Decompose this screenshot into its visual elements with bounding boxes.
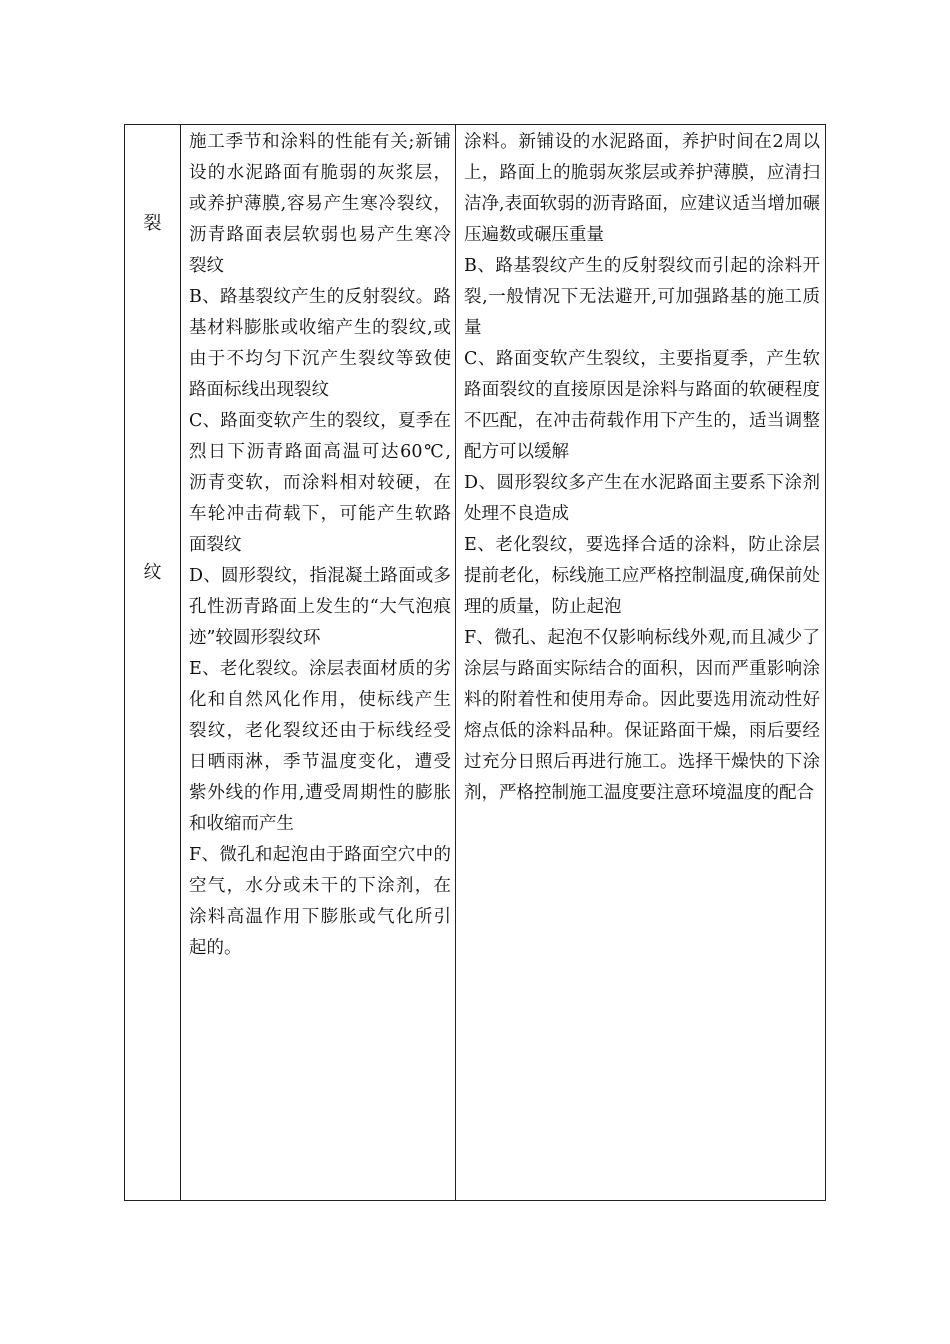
cause-paragraph: F、微孔和起泡由于路面空穴中的空气，水分或未干的下涂剂，在涂料高温作用下膨胀或气化所引起的。: [189, 845, 451, 958]
cause-paragraph: B、路基裂纹产生的反射裂纹。路基材料膨胀或收缩产生的裂纹,或由于不均匀下沉产生裂纹等致使路面标线出现裂纹: [189, 287, 451, 400]
column-divider: [180, 125, 181, 1200]
column-divider: [455, 125, 456, 1200]
cause-paragraph: E、老化裂纹。涂层表面材质的劣化和自然风化作用，使标线产生裂纹，老化裂纹还由于标线经受日晒雨淋，季节温度变化，遭受紫外线的作用,遭受周期性的膨胀和收缩而产生: [189, 659, 451, 834]
cause-paragraph: 施工季节和涂料的性能有关;新铺设的水泥路面有脆弱的灰浆层，或养护薄膜,容易产生寒冷裂纹，沥青路面表层软弱也易产生寒冷裂纹: [189, 132, 451, 276]
defect-table: [124, 124, 826, 1201]
remedy-column: [464, 125, 820, 809]
remedy-paragraph: C、路面变软产生裂纹，主要指夏季，产生软路面裂纹的直接原因是涂料与路面的软硬程度不匹配，在冲击荷载作用下产生的，适当调整配方可以缓解: [464, 349, 820, 462]
remedy-paragraph: D、圆形裂纹多产生在水泥路面主要系下涂剂处理不良造成: [464, 473, 820, 524]
remedy-paragraph: 涂料。新铺设的水泥路面，养护时间在2周以上，路面上的脆弱灰浆层或养护薄膜，应清扫洁净,表面软弱的沥青路面，应建议适当增加碾压遍数或碾压重量: [464, 132, 820, 245]
remedy-paragraph: B、路基裂纹产生的反射裂纹而引起的涂料开裂,一般情况下无法避开,可加强路基的施工质量: [464, 256, 820, 338]
category-char: 纹: [143, 562, 162, 583]
cause-paragraph: D、圆形裂纹，指混凝土路面或多孔性沥青路面上发生的“大气泡痕迹”较圆形裂纹环: [189, 566, 451, 648]
cause-column: [189, 125, 451, 964]
cause-paragraph: C、路面变软产生的裂纹，夏季在烈日下沥青路面高温可达60℃, 沥青变软，而涂料相对较硬，在车轮冲击荷载下，可能产生软路面裂纹: [189, 411, 451, 555]
remedy-paragraph: E、老化裂纹，要选择合适的涂料，防止涂层提前老化，标线施工应严格控制温度,确保前处理的质量，防止起泡: [464, 535, 820, 617]
category-char: 裂: [143, 213, 162, 234]
remedy-paragraph: F、微孔、起泡不仅影响标线外观,而且减少了涂层与路面实际结合的面积，因而严重影响涂料的附着性和使用寿命。因此要选用流动性好熔点低的涂料品种。保证路面干燥，雨后要经过充分日照后再进行施工。选择干燥快的下涂剂，严格控制施工温度要注意环境温度的配合: [464, 628, 820, 803]
